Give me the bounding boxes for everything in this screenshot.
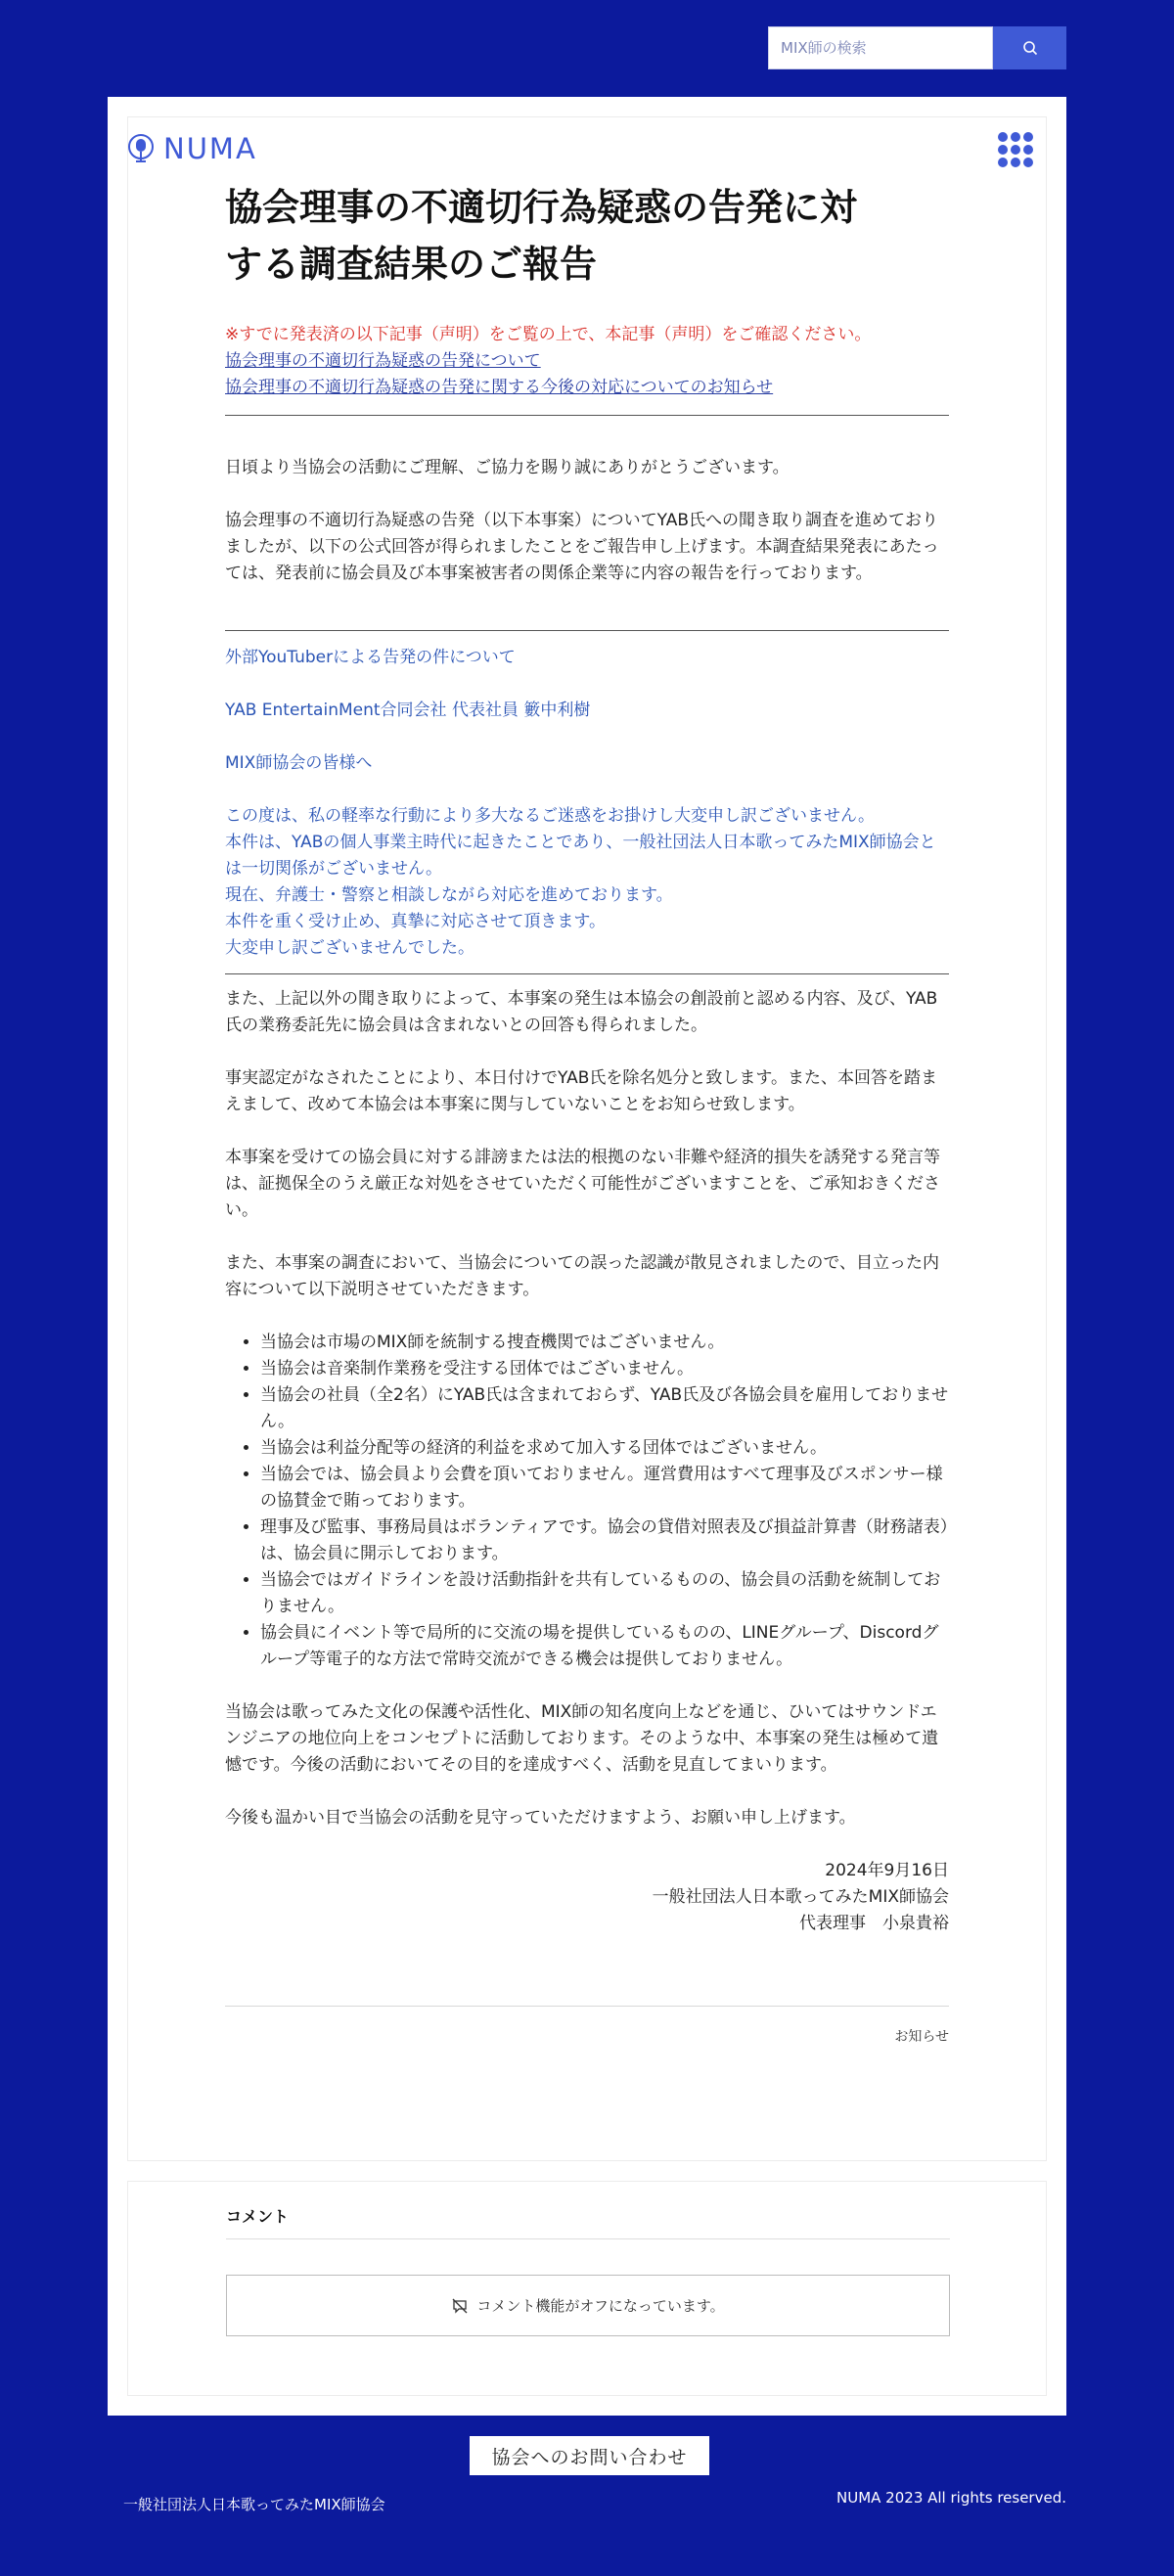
microphone-icon [124,132,158,165]
paragraph-7: 今後も温かい目で当協会の活動を見守っていただけますよう、お願い申し上げます。 [225,1808,856,1828]
logo-text: NUMA [163,132,257,165]
clarification-list [225,1330,949,1673]
list-item: • 当協会の社員（全2名）にYAB氏は含まれておらず、YAB氏及び各協会員を雇用しておりません。 [260,1382,949,1435]
search-bar [768,26,1066,69]
list-item: • 当協会では、協会員より会費を頂いておりません。運営費用はすべて理事及びスポンサー様の協賛金で賄っております。 [260,1462,949,1514]
list-item: • 当協会は利益分配等の経済的利益を求めて加入する団体ではございません。 [260,1435,949,1462]
article-footer-divider [225,2006,949,2007]
notice-text: ※すでに発表済の以下記事（声明）をご覧の上で、本記事（声明）をご確認ください。 [225,325,872,344]
footer-copyright: NUMA 2023 All rights reserved. [836,2489,1066,2507]
signature-date: 2024年9月16日 [825,1861,949,1880]
statement-from: YAB EntertainMent合同会社 代表社員 籔中利樹 [225,700,591,720]
comment-off-icon [451,2297,469,2315]
statement-line: 現在、弁護士・警察と相談しながら対応を進めております。 [225,885,673,905]
paragraph-1: 協会理事の不適切行為疑惑の告発（以下本事案）についてYAB氏への聞き取り調査を進めておりましたが、以下の公式回答が得られましたことをご報告申し上げます。本調査結果発表にあたっては、発表前に協会員及び本事案被害者の関係企業等に内容の報告を行っております。 [225,511,939,583]
paragraph-5: また、本事案の調査において、当協会についての誤った認識が散見されましたので、目立った内容について以下説明させていただきます。 [225,1253,939,1299]
link-previous-statement-2[interactable]: 協会理事の不適切行為疑惑の告発に関する今後の対応についてのお知らせ [225,378,774,397]
contact-button[interactable]: 協会へのお問い合わせ [470,2436,709,2475]
logo[interactable] [124,132,257,165]
list-item: • 協会員にイベント等で局所的に交流の場を提供しているものの、LINEグループ、Discordグループ等電子的な方法で常時交流ができる機会は提供しておりません。 [260,1620,949,1673]
divider [225,415,949,416]
divider [225,973,949,974]
link-previous-statement-1[interactable]: 協会理事の不適切行為疑惑の告発について [225,351,541,371]
grid-menu-icon[interactable] [998,132,1033,167]
comments-off-box [226,2275,950,2336]
list-item: • 当協会は市場のMIX師を統制する捜査機関ではございません。 [260,1330,949,1356]
category-link[interactable]: お知らせ [894,2029,949,2045]
comments-title: コメント [226,2207,290,2226]
search-input[interactable] [768,26,993,69]
list-item: • 当協会は音楽制作業務を受注する団体ではございません。 [260,1356,949,1382]
signature-name: 代表理事 小泉貴裕 [799,1914,949,1933]
title-line-2: する調査結果のご報告 [225,243,598,286]
search-icon [1022,40,1038,56]
comments-off-message: コメント機能がオフになっています。 [476,2297,725,2315]
article-content [225,179,949,2046]
statement-line: 本件を重く受け止め、真摯に対応させて頂きます。 [225,912,606,931]
list-item: • 理事及び監事、事務局員はボランティアです。協会の貸借対照表及び損益計算書（財務諸表）は、協会員に開示しております。 [260,1514,949,1567]
statement-line: 大変申し訳ございませんでした。 [225,938,474,958]
statement-line: この度は、私の軽率な行動により多大なるご迷惑をお掛けし大変申し訳ございません。 [225,806,876,826]
divider [225,630,949,631]
statement-to: MIX師協会の皆様へ [225,753,373,773]
page-title [225,179,949,293]
statement-heading: 外部YouTuberによる告発の件について [225,648,516,667]
search-button[interactable] [993,26,1066,69]
list-item: • 当協会ではガイドラインを設け活動指針を共有しているものの、協会員の活動を統制しておりません。 [260,1567,949,1620]
paragraph-4: 本事案を受けての協会員に対する誹謗または法的根拠のない非難や経済的損失を誘発する発言等は、証拠保全のうえ厳正な対処をさせていただく可能性がございますことを、ご承知おきください。 [225,1148,940,1220]
statement-line: 本件は、YABの個人事業主時代に起きたことであり、一般社団法人日本歌ってみたMIX師協会とは一切関係がございません。 [225,833,936,879]
comments-section [127,2181,1047,2396]
title-line-1: 協会理事の不適切行為疑惑の告発に対 [225,186,858,229]
footer-org-name: 一般社団法人日本歌ってみたMIX師協会 [123,2496,385,2513]
intro-paragraph: 日頃より当協会の活動にご理解、ご協力を賜り誠にありがとうございます。 [225,458,790,477]
signature-org: 一般社団法人日本歌ってみたMIX師協会 [652,1887,949,1907]
comments-divider [226,2238,950,2239]
paragraph-3: 事実認定がなされたことにより、本日付けでYAB氏を除名処分と致します。また、本回答を踏まえまして、改めて本協会は本事案に関与していないことをお知らせ致します。 [225,1068,937,1114]
paragraph-2: また、上記以外の聞き取りによって、本事案の発生は本協会の創設前と認める内容、及び、YAB氏の業務委託先に協会員は含まれないとの回答も得られました。 [225,989,938,1035]
paragraph-6: 当協会は歌ってみた文化の保護や活性化、MIX師の知名度向上などを通じ、ひいてはサウンドエンジニアの地位向上をコンセプトに活動しております。そのような中、本事案の発生は極めて遺憾です。今後の活動においてその目的を達成すべく、活動を見直してまいります。 [225,1702,939,1775]
